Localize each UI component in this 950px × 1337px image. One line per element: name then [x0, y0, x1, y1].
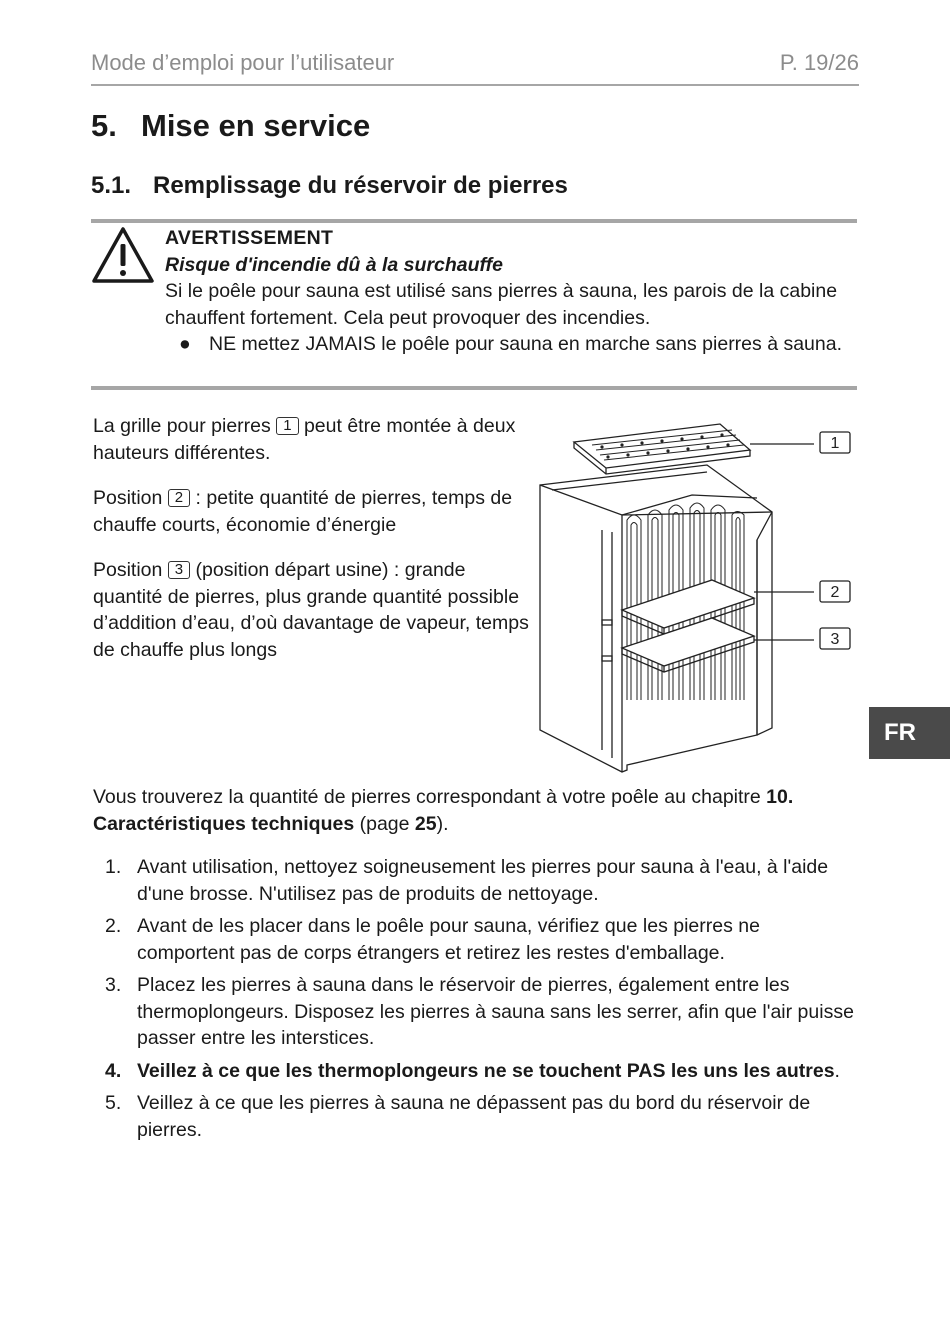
reference-paragraph — [93, 784, 863, 837]
step-number: 2. — [105, 915, 122, 937]
warning-risk: Risque d'incendie dû à la surchauffe — [165, 253, 504, 276]
page-header — [91, 48, 859, 86]
figure-label-3: 3 — [830, 631, 840, 648]
text: Position — [93, 559, 168, 581]
warning-text: Si le poêle pour sauna est utilisé sans pierres à sauna, les parois de la cabine chauffent fortement. Cela peut provoquer des incendies. — [165, 280, 838, 329]
text: : petite quantité de pierres, temps de chauffe courts, économie d’énergie — [93, 487, 513, 536]
callout-box-1: 1 — [276, 417, 298, 435]
list-item — [93, 972, 861, 1052]
step-number: 5. — [105, 1092, 122, 1114]
paragraph-grid — [93, 413, 533, 466]
text: (position départ usine) : grande quantité de pierres, plus grande quantité possible d’addition d’eau, d’où davantage de vapeur, temps de chauffe plus longs — [93, 559, 529, 661]
page-reference: 25 — [414, 812, 437, 835]
step-text: Avant de les placer dans le poêle pour sauna, vérifiez que les pierres ne comportent pas de corps étrangers et retirez les restes d'emballage. — [137, 915, 760, 964]
figure-label-1: 1 — [830, 435, 840, 452]
step-text-end: . — [834, 1059, 840, 1082]
text: (page — [354, 812, 415, 835]
step-number: 1. — [105, 856, 122, 878]
text: ). — [436, 812, 449, 835]
warning-box — [91, 219, 857, 390]
text: Vous trouverez la quantité de pierres correspondant à votre poêle au chapitre — [93, 786, 767, 808]
bullet-icon: ● — [179, 333, 191, 355]
stone-grid-top — [574, 424, 750, 474]
step-text: Placez les pierres à sauna dans le réservoir de pierres, également entre les thermoplongeurs. Disposez les pierres à sauna sans les serrer, afin que l'air puisse passer entre les interstices. — [137, 974, 854, 1049]
figure-label-2: 2 — [830, 584, 840, 601]
subsection-title: Remplissage du réservoir de pierres — [153, 172, 568, 199]
list-item — [93, 1090, 861, 1143]
chapter-reference: 10. Caractéristiques techniques — [93, 786, 794, 835]
language-tab: FR — [869, 707, 950, 759]
section-heading — [91, 108, 370, 144]
list-item — [93, 913, 861, 966]
step-number: 4. — [105, 1059, 122, 1082]
warning-title: AVERTISSEMENT — [165, 227, 334, 249]
text: peut être montée à deux hauteurs différentes. — [93, 415, 516, 464]
list-item — [93, 854, 861, 907]
step-text: Veillez à ce que les thermoplongeurs ne se touchent PAS les uns les autres — [137, 1059, 835, 1082]
page-number: P. 19/26 — [779, 50, 859, 75]
callout-box-2: 2 — [168, 489, 190, 507]
subsection-heading — [91, 172, 568, 200]
paragraph-position-3 — [93, 557, 533, 663]
section-number: 5. — [91, 108, 117, 143]
positions-description — [93, 413, 533, 682]
list-item — [93, 1058, 861, 1085]
step-text: Avant utilisation, nettoyez soigneusement les pierres pour sauna à l'eau, à l'aide d'une brosse. N'utilisez pas de produits de nettoyage. — [137, 856, 829, 905]
text: La grille pour pierres — [93, 415, 277, 437]
subsection-number: 5.1. — [91, 172, 132, 199]
instruction-list — [93, 854, 861, 1149]
text: Position — [93, 487, 168, 509]
header-title: Mode d’emploi pour l’utilisateur — [91, 50, 395, 75]
step-text: Veillez à ce que les pierres à sauna ne dépassent pas du bord du réservoir de pierres. — [137, 1092, 811, 1141]
section-title: Mise en service — [141, 108, 371, 143]
stone-grid-figure — [532, 420, 862, 780]
warning-triangle-icon — [91, 226, 155, 284]
warning-bullet-text: NE mettez JAMAIS le poêle pour sauna en marche sans pierres à sauna. — [209, 333, 842, 355]
warning-content — [165, 225, 857, 358]
callout-box-3: 3 — [168, 561, 190, 579]
warning-bullet — [165, 331, 857, 358]
paragraph-position-2 — [93, 485, 533, 538]
step-number: 3. — [105, 974, 122, 996]
